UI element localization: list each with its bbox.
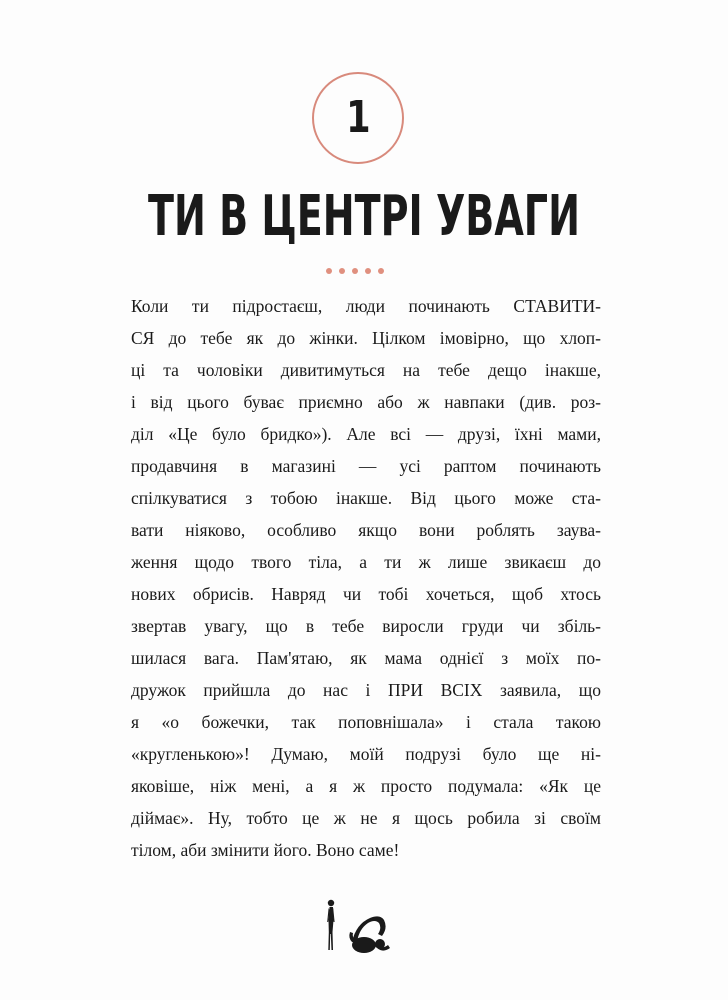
body-line: діл «Це було бридко»). Але всі — друзі, їхні мами, bbox=[131, 424, 601, 444]
body-line: ження щодо твого тіла, а ти ж лише звикаєш до bbox=[131, 552, 601, 572]
decorative-dots bbox=[326, 268, 384, 274]
body-line: вати ніяково, особливо якщо вони роблять заува- bbox=[131, 520, 601, 540]
body-line: тілом, аби змінити його. Воно саме! bbox=[131, 840, 400, 860]
body-line: ці та чоловіки дивитимуться на тебе дещо інакше, bbox=[131, 360, 601, 380]
yoga-figures-icon bbox=[322, 898, 402, 960]
body-line: діймає». Ну, тобто це ж не я щось робила зі своїм bbox=[131, 808, 601, 828]
body-line: звертав увагу, що в тебе виросли груди чи збіль- bbox=[131, 616, 601, 636]
dot-icon bbox=[339, 268, 345, 274]
chapter-number: 1 bbox=[345, 92, 371, 143]
body-line: шилася вага. Пам'ятаю, як мама однієї з моїх по- bbox=[131, 648, 601, 668]
dot-icon bbox=[378, 268, 384, 274]
body-line: я «о божечки, так поповнішала» і стала такою bbox=[131, 712, 601, 732]
body-line: дружок прийшла до нас і ПРИ ВСІХ заявила, що bbox=[131, 680, 601, 700]
dot-icon bbox=[326, 268, 332, 274]
body-line: «кругленькою»! Думаю, моїй подрузі було ще ні- bbox=[131, 744, 601, 764]
body-line: яковіше, ніж мені, а я ж просто подумала: «Як це bbox=[131, 776, 601, 796]
dot-icon bbox=[352, 268, 358, 274]
body-line: і від цього буває приємно або ж навпаки (див. роз- bbox=[131, 392, 601, 412]
body-line: Коли ти підростаєш, люди починають СТАВИТИ- bbox=[131, 296, 601, 316]
body-line: СЯ до тебе як до жінки. Цілком імовірно, що хлоп- bbox=[131, 328, 601, 348]
chapter-number-circle bbox=[312, 72, 404, 164]
dot-icon bbox=[365, 268, 371, 274]
body-line: нових обрисів. Навряд чи тобі хочеться, щоб хтось bbox=[131, 584, 601, 604]
body-line: продавчиня в магазині — усі раптом починають bbox=[131, 456, 601, 476]
body-paragraph bbox=[131, 290, 601, 866]
chapter-title: ТИ В ЦЕНТРІ УВАГИ bbox=[148, 184, 580, 249]
body-line: спілкуватися з тобою інакше. Від цього може ста- bbox=[131, 488, 601, 508]
